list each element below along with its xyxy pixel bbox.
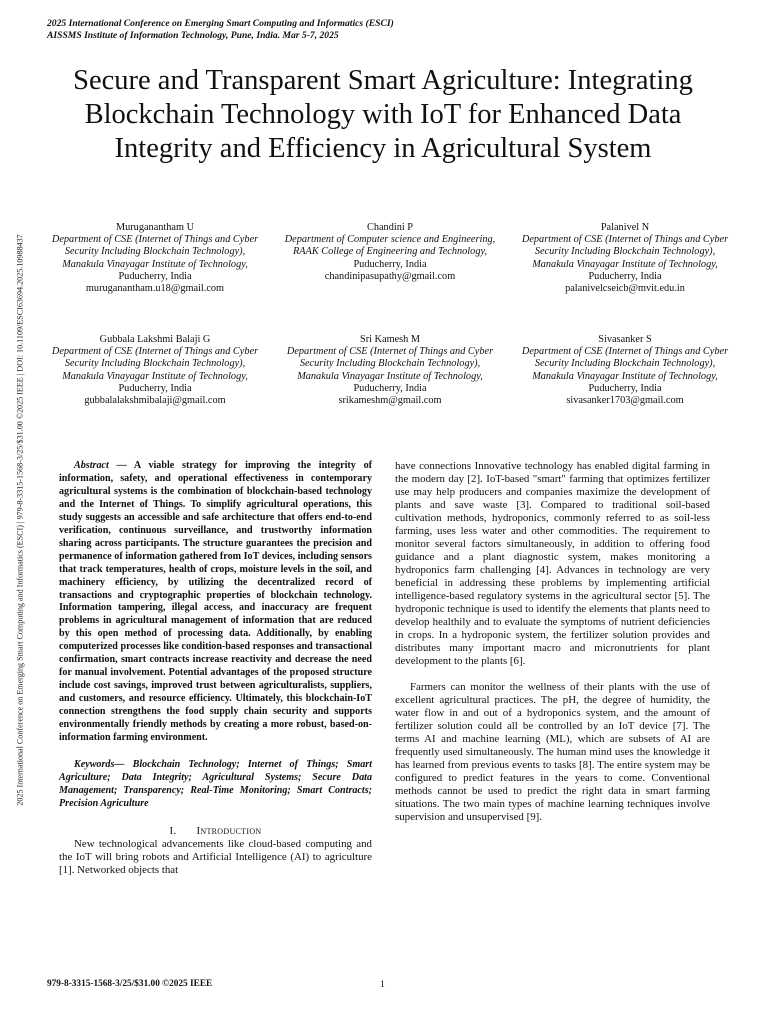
author-name: Sri Kamesh M: [359, 334, 421, 345]
author-department: Department of CSE (Internet of Things and Cyber Security Including Blockchain Technology),: [286, 346, 494, 370]
abstract-label: Abstract —: [74, 460, 127, 471]
right-column: [395, 460, 710, 824]
author-email: gubbalalakshmibalaji@gmail.com: [84, 395, 226, 407]
author-institution: RAAK College of Engineering and Technology,: [292, 246, 488, 258]
author-email: sivasanker1703@gmail.com: [566, 395, 684, 407]
conference-header: [47, 18, 647, 42]
author-name: Palanivel N: [600, 222, 650, 233]
section-heading-introduction: [59, 825, 372, 838]
author-location: Puducherry, India: [353, 382, 427, 394]
intro-paragraph-continued: have connections Innovative technology has enabled digital farming in the modern day [2]. IoT-based "smart" farming that optimizes fertilizer use may help producers and companies maximize the development of plants and save waste [3]. Compared to traditional soil-based cultivation methods, hydroponics, commonly referred to as soil-less farming, uses less water and other commodities. The requirement to monitor several factors simultaneously, in addition to offering food guidance and a plant diagnostic system, makes monitoring a hydroponics farm challenging [4]. Advances in technology are very beneficial in addressing these problems by implementing artificial intelligence-based regulatory systems in the agricultural sector [5]. The hydroponic technique is used to identify the elements that plants need to develop healthily and to evaluate the symptoms of nutrient deficiencies in crops. In a hydroponic system, the fertilizer solution provides and distributes many important macro and micronutrients for plant development to the plants [6].: [395, 460, 710, 667]
author-institution: Manakula Vinayagar Institute of Technology,: [532, 370, 718, 382]
author-name: Muruganantham U: [115, 222, 195, 233]
abstract: [59, 460, 372, 745]
author-block: [275, 222, 505, 295]
footer-isbn: 979-8-3315-1568-3/25/$31.00 ©2025 IEEE: [47, 979, 213, 989]
section-title: Introduction: [196, 824, 262, 837]
author-block: [275, 334, 505, 407]
author-department: Department of CSE (Internet of Things and Cyber Security Including Blockchain Technology),: [51, 346, 259, 370]
author-row-2: [40, 334, 740, 407]
page-number: 1: [380, 979, 385, 990]
author-department: Department of CSE (Internet of Things and Cyber Security Including Blockchain Technology),: [521, 234, 729, 258]
keywords-label: Keywords—: [74, 758, 125, 770]
author-department: Department of Computer science and Engineering,: [284, 234, 496, 246]
author-institution: Manakula Vinayagar Institute of Technology,: [62, 370, 248, 382]
author-block: [510, 334, 740, 407]
conference-name: 2025 International Conference on Emerging Smart Computing and Informatics (ESCI): [47, 18, 394, 29]
left-column: [59, 460, 372, 877]
keywords: [59, 759, 372, 811]
author-name: Sivasanker S: [598, 334, 652, 345]
author-block: [40, 222, 270, 295]
author-email: palanivelcseicb@mvit.edu.in: [565, 283, 685, 295]
doi-text: 2025 International Conference on Emerging Smart Computing and Informatics (ESCI) | 979-8-3315-1568-3/25/$31.00 ©2025 IEEE | DOI: 10.1109/ESCI63694.2025.10988437: [15, 234, 25, 806]
author-block: [510, 222, 740, 295]
author-email: chandinipasupathy@gmail.com: [324, 270, 456, 282]
intro-paragraph-start: New technological advancements like cloud-based computing and the IoT will bring robots and Artificial Intelligence (AI) to agriculture [1]. Networked objects that: [59, 837, 372, 876]
author-location: Puducherry, India: [353, 258, 427, 270]
conference-venue: AISSMS Institute of Information Technology, Pune, India. Mar 5-7, 2025: [47, 30, 339, 41]
author-name: Gubbala Lakshmi Balaji G: [99, 334, 211, 345]
author-location: Puducherry, India: [588, 270, 662, 282]
author-row-1: [40, 222, 740, 295]
author-email: srikameshm@gmail.com: [338, 395, 442, 407]
paper-title: Secure and Transparent Smart Agriculture: Integrating Blockchain Technology with IoT for Enhanced Data Integrity and Efficiency in Agricultural System: [73, 65, 693, 164]
intro-paragraph-2: Farmers can monitor the wellness of their plants with the use of excellent agricultural practices. The pH, the degree of humidity, the water flow in and out of a hydroponics system, and the amount of fertilizer solution could all be controlled by an IoT device [7]. The terms AI and machine learning (ML), which are subsets of AI are frequently used simultaneously. The human mind uses the knowledge it has learned from previous events to tasks [8]. The entire system may be configured to predict features in the years to come. Conventional methods cannot be used to predict the right data in smart farming situations. The two main types of machine learning techniques involve supervision and unsupervised [9].: [395, 681, 710, 823]
author-institution: Manakula Vinayagar Institute of Technology,: [62, 258, 248, 270]
author-name: Chandini P: [366, 222, 414, 233]
abstract-text: A viable strategy for improving the integrity of information, safety, and operational effectiveness in contemporary agricultural systems is the combination of blockchain-based technology and the Internet of Things. To simplify agricultural operations, this study suggests an accessible and safe architecture that offers end-to-end verification, continuous surveillance, and trustworthy information sharing across participants. The structure guarantees the precision and permanence of information gathered from IoT devices, including sensors that track temperatures, health of crops, moisture levels in the soil, and machinery efficiency, by utilizing the decentralized record of transactions and cryptographic properties of blockchain technology. Information tampering, illegal access, and inaccuracy are frequent problems in agricultural management of information that are reduced by this open method of processing data. Additionally, by enabling computerized processes like condition-based responses and transactional confirmation, smart contracts increase reactivity and decrease the need for manual involvement. Potential advantages of the proposed structure include cost savings, improved trust between agriculturalists, suppliers, and customers, and resource efficiency. Ultimately, this blockchain-IoT connection strengthens the food supply chain security and supports environmentally friendly methods by creating a more robust, based-on-information farming environment.: [59, 460, 373, 744]
author-institution: Manakula Vinayagar Institute of Technology,: [532, 258, 718, 270]
author-location: Puducherry, India: [118, 382, 192, 394]
author-department: Department of CSE (Internet of Things and Cyber Security Including Blockchain Technology),: [51, 234, 259, 258]
keywords-text: Blockchain Technology; Internet of Things; Smart Agriculture; Data Integrity; Agricultural Systems; Secure Data Management; Transparency; Real-Time Monitoring; Smart Contracts; Precision Agriculture: [59, 758, 372, 809]
author-location: Puducherry, India: [588, 382, 662, 394]
author-email: muruganantham.u18@gmail.com: [85, 283, 225, 295]
author-institution: Manakula Vinayagar Institute of Technology,: [297, 370, 483, 382]
doi-side-strip: [8, 0, 32, 1024]
section-number: I.: [169, 824, 177, 837]
author-department: Department of CSE (Internet of Things and Cyber Security Including Blockchain Technology),: [521, 346, 729, 370]
author-location: Puducherry, India: [118, 270, 192, 282]
author-block: [40, 334, 270, 407]
